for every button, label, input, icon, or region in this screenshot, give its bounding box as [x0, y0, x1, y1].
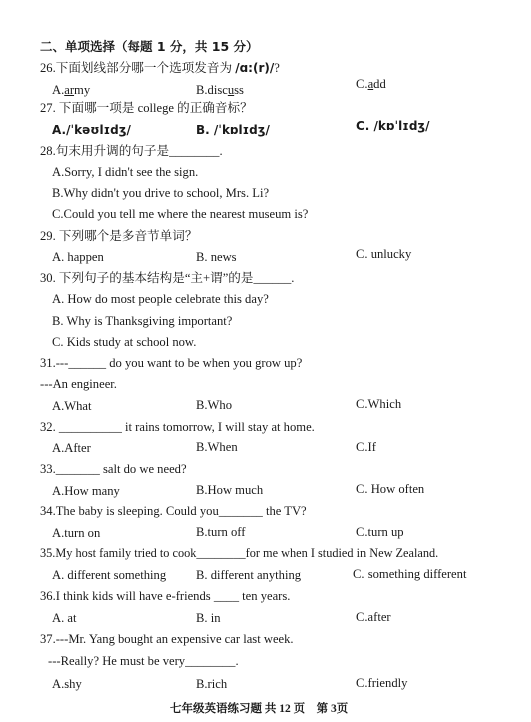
question-29-stem: 29. 下列哪个是多音节单词？ [40, 229, 198, 243]
question-30-option-c: C. Kids study at school now. [52, 335, 197, 349]
question-34-option-a: A.turn on [52, 526, 101, 540]
question-33-option-c: C. How often [356, 482, 425, 496]
option-prefix: A. [52, 83, 65, 97]
page-footer: 七年级英语练习题 共 12 页 第 3页 [170, 703, 349, 715]
question-30-option-b: B. Why is Thanksgiving important? [52, 314, 233, 328]
question-26-option-b [196, 82, 244, 98]
question-36-option-c: C.after [356, 610, 391, 624]
question-35-stem: 35.My host family tried to cook________for me when I studied in New Zealand. [40, 546, 439, 560]
question-29-option-c: C. unlucky [356, 247, 412, 261]
question-35-option-a: A. different something [52, 568, 167, 582]
question-32-option-c: C.If [356, 440, 376, 454]
question-27-option-b: B. /ˈkɒlɪdʒ/ [196, 123, 270, 137]
question-33-option-a: A.How many [52, 484, 120, 498]
option-underlined: a [367, 77, 374, 91]
question-30-stem: 30. 下列句子的基本结构是“主+谓”的是______. [40, 271, 295, 285]
question-28-option-b: B.Why didn't you drive to school, Mrs. Li? [52, 186, 270, 200]
question-37-stem: 37.---Mr. Yang bought an expensive car last week. [40, 632, 294, 646]
question-36-option-a: A. at [52, 611, 77, 625]
question-27-option-a: A./ˈkəʊlɪdʒ/ [52, 123, 131, 137]
question-37-option-a: A.shy [52, 677, 82, 691]
question-26-stem-end: ? [274, 61, 280, 75]
question-35-option-b: B. different anything [196, 568, 302, 582]
option-prefix: B.disc [196, 83, 228, 97]
question-34-stem: 34.The baby is sleeping. Could you_______ the TV? [40, 504, 307, 518]
question-31-response: ---An engineer. [40, 377, 117, 391]
option-suffix: ss [234, 83, 244, 97]
question-26-stem [40, 60, 280, 76]
question-28-stem: 28.句末用升调的句子是________. [40, 144, 223, 158]
option-prefix: C. [356, 77, 368, 91]
question-36-option-b: B. in [196, 611, 221, 625]
question-32-option-a: A.After [52, 441, 91, 455]
option-underlined: ar [64, 83, 75, 97]
question-28-option-c: C.Could you tell me where the nearest museum is? [52, 207, 309, 221]
question-27-stem: 27. 下面哪一项是 college 的正确音标？ [40, 101, 253, 115]
question-32-option-b: B.When [196, 440, 238, 454]
question-37-response: ---Really? He must be very________. [48, 654, 239, 668]
option-suffix: dd [373, 77, 386, 91]
question-26-stem-text: 26.下面划线部分哪一个选项发音为 [40, 61, 236, 75]
option-suffix: my [74, 83, 91, 97]
question-37-option-c: C.friendly [356, 676, 408, 690]
question-26-ipa: /ɑ:(r)/ [235, 61, 275, 75]
question-34-option-b: B.turn off [196, 525, 246, 539]
question-31-option-b: B.Who [196, 398, 233, 412]
question-37-option-b: B.rich [196, 677, 228, 691]
question-29-option-a: A. happen [52, 250, 104, 264]
option-underlined: u [227, 83, 235, 97]
question-31-option-a: A.What [52, 399, 92, 413]
question-28-option-a: A.Sorry, I didn't see the sign. [52, 165, 199, 179]
question-29-option-b: B. news [196, 250, 237, 264]
question-31-option-c: C.Which [356, 397, 402, 411]
question-36-stem: 36.I think kids will have e-friends ____ ten years. [40, 589, 291, 603]
question-27-option-c: C. /kɒˈlɪdʒ/ [356, 119, 430, 133]
question-26-option-c [356, 76, 386, 92]
question-31-stem: 31.---______ do you want to be when you grow up? [40, 356, 303, 370]
question-26-option-a [52, 82, 90, 98]
question-33-option-b: B.How much [196, 483, 264, 497]
question-32-stem: 32. __________ it rains tomorrow, I will stay at home. [40, 420, 315, 434]
question-33-stem: 33._______ salt do we need? [40, 462, 187, 476]
section-title: 二、单项选择（每题 1 分，共 15 分） [40, 39, 259, 54]
question-30-option-a: A. How do most people celebrate this day? [52, 292, 269, 306]
question-34-option-c: C.turn up [356, 525, 404, 539]
question-35-option-c: C. something different [353, 567, 467, 581]
